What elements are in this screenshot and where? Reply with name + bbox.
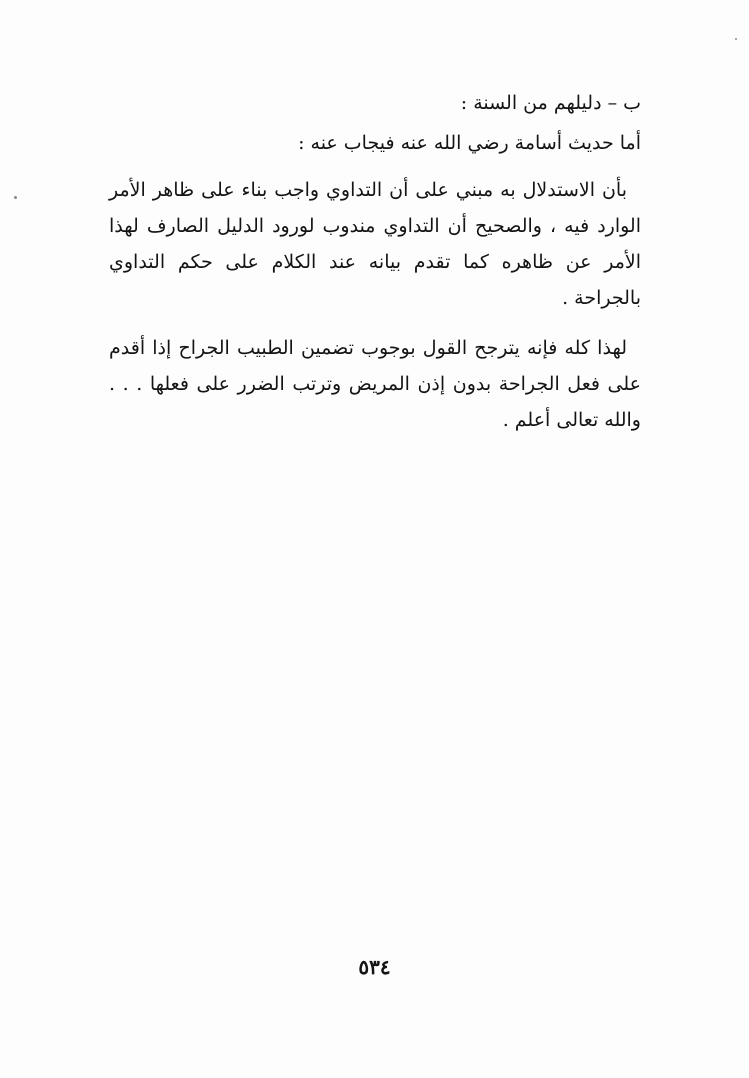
paragraph-conclusion: لهذا كله فإنه يترجح القول بوجوب تضمين الطبيب الجراح إذا أقدم على فعل الجراحة بدون إذن المريض وترتب الضرر على فعلها . . . والله تعالى أعلم . (109, 337, 641, 431)
scan-speck (735, 38, 737, 40)
paragraph-response: بأن الاستدلال به مبني على أن التداوي واجب بناء على ظاهر الأمر الوارد فيه ، والصحيح أن التداوي مندوب لورود الدليل الصارف لهذا الأمر عن ظاهره كما تقدم بيانه عند الكلام على حكم التداوي بالجراحة . (109, 179, 641, 309)
subheading-usama-hadith: أما حديث أسامة رضي الله عنه فيجاب عنه : (298, 132, 641, 154)
page-number: ٥٣٤ (358, 955, 391, 979)
scan-speck (14, 196, 17, 199)
page-text-column (109, 82, 641, 452)
section-heading-sunnah-evidence: ب – دليلهم من السنة : (460, 92, 641, 114)
